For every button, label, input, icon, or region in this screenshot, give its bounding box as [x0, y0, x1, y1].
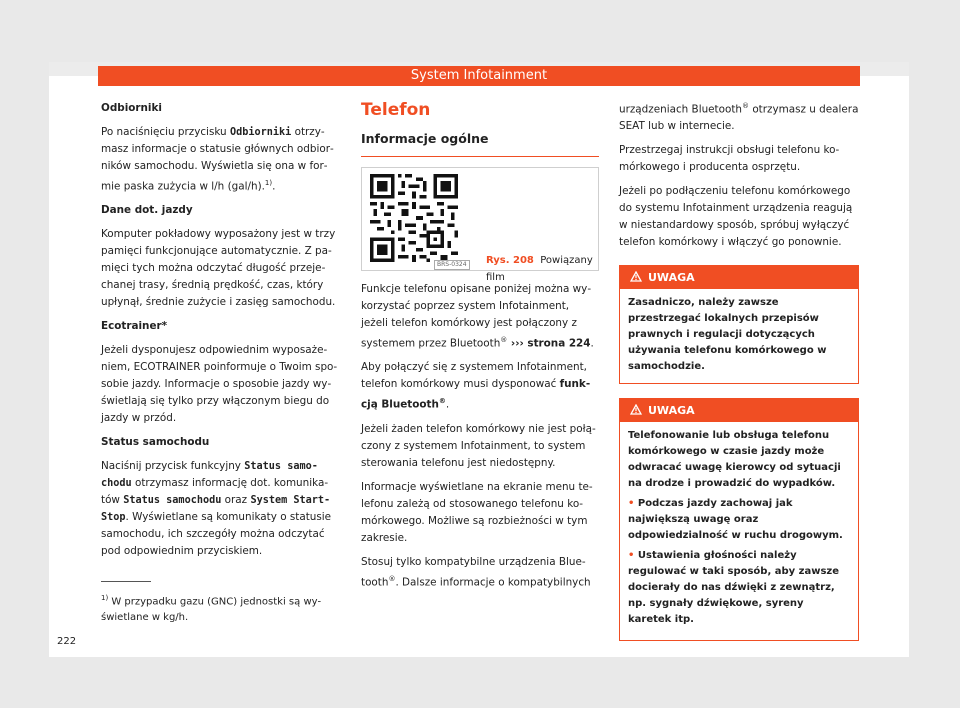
footnote-ref[interactable]: 1): [264, 179, 273, 187]
troubleshoot-text: Jeżeli po podłączeniu telefonu komórkowego do systemu Infotainment urządzenia reagują w niestandardowy sposób, spróbuj wyłączyć telefon komórkowy i włączyć go ponownie.: [619, 185, 853, 249]
vehicle-status-text: Naciśnij przycisk funkcyjny Status samochodu otrzymasz informację dot. komunikatów Status samochodu oraz System Start-Stop. Wyświetlane są komunikaty o statusie samochodu, ich szczegóły można odczytać pod odpowiednim przyciskiem.: [101, 460, 332, 558]
page-number: 222: [57, 636, 77, 647]
warning-body-1: Zasadniczo, należy zawsze przestrzegać lokalnych przepisów prawnych i regulacji dotyczących używania telefonu komórkowego w samochodzie.: [628, 297, 827, 373]
dealer-info-text: urządzeniach Bluetooth® otrzymasz u dealera SEAT lub w internecie.: [619, 102, 859, 133]
warning-body-2: [620, 422, 858, 640]
menu-info-text: Informacje wyświetlane na ekranie menu telefonu zależą od stosowanego telefonu komórkowego. Możliwe są rozbieżności w tym zakresie.: [361, 480, 593, 544]
chapter-title: Telefon: [361, 100, 431, 120]
section-title-trip-data: Dane dot. jazdy: [101, 204, 193, 217]
figure-208: [361, 167, 599, 283]
manufacturer-instructions-text: Przestrzegaj instrukcji obsługi telefonu komórkowego i producenta osprzętu.: [619, 144, 840, 174]
qr-code[interactable]: [370, 174, 458, 262]
ecotrainer-text: Jeżeli dysponujesz odpowiednim wyposażeniem, ECOTRAINER poinformuje o Twoim sposobie jazdy. Informacje o sposobie jazdy wyświetlają się tylko przy włączonym biegu do jazdy w przód.: [101, 344, 338, 425]
section-subtitle: Informacje ogólne: [361, 130, 599, 157]
left-column: [101, 98, 339, 567]
compatible-devices-text: Stosuj tylko kompatybilne urządzenia Bluetooth®. Dalsze informacje o kompatybilnych: [361, 555, 591, 589]
warning-2-bullet-1: • Podczas jazdy zachowaj jak największą uwagę oraz odpowiedzialność w ruchu drogowym.: [628, 498, 843, 542]
page-header: System Infotainment: [98, 66, 860, 86]
right-column: [619, 98, 859, 655]
receivers-key: Odbiorniki: [229, 127, 292, 138]
warning-header-1: UWAGA: [620, 266, 858, 289]
trip-data-text: Komputer pokładowy wyposażony jest w trzy pamięci funkcjonujące automatycznie. Z pamięci tych można odczytać długość przejechanej trasy, średnią prędkość, czas, który upłynął, średnie zużycie i zasięg samochodu.: [101, 228, 336, 309]
section-title-ecotrainer: Ecotrainer*: [101, 320, 168, 333]
warning-triangle-icon: [630, 404, 642, 415]
warning-box-1: [619, 265, 859, 384]
phone-intro-text: Funkcje telefonu opisane poniżej można wykorzystać poprzez system Infotainment, jeżeli telefon komórkowy jest połączony z systemem przez Bluetooth® ››› strona 224.: [361, 283, 594, 350]
warning-2-bullet-2: • Ustawienia głośności należy regulować w taki sposób, aby zawsze docierały do nas dźwięki z zewnątrz, np. sygnały dźwiękowe, syreny karetek itp.: [628, 550, 840, 626]
warning-triangle-icon: [630, 271, 642, 282]
figure-id: BRS-0324: [434, 260, 470, 270]
page-reference-link[interactable]: ››› strona 224: [507, 337, 591, 350]
figure-caption: Rys. 208 Powiązany film: [486, 255, 593, 283]
bluetooth-requirement-text: Aby połączyć się z systemem Infotainment, telefon komórkowy musi dysponować funkcją Bluetooth®.: [361, 361, 591, 411]
warning-box-2: [619, 398, 859, 641]
warning-2-text: Telefonowanie lub obsługa telefonu komórkowego w czasie jazdy może odwracać uwagę kierowcy od sytuacji na drodze i prowadzić do wypadków.: [628, 430, 841, 490]
receivers-text: Po naciśnięciu przycisku Odbiorniki otrzymasz informacje o statusie głównych odbiorników samochodu. Wyświetla się ona w formie paska zużycia w l/h (gal/h).$^{1)}$.: [101, 126, 334, 193]
warning-header-2: UWAGA: [620, 399, 858, 422]
section-title-receivers: Odbiorniki: [101, 102, 162, 114]
footnote-divider: [101, 581, 151, 582]
footnote: $^{1)}$ W przypadku gazu (GNC) jednostki są wyświetlane w kg/h.: [101, 594, 322, 624]
no-phone-text: Jeżeli żaden telefon komórkowy nie jest połączony z systemem Infotainment, to system sterowania telefonu jest niedostępny.: [361, 422, 596, 469]
vehicle-status-key: Status samochodu: [101, 461, 318, 490]
section-title-vehicle-status: Status samochodu: [101, 436, 210, 449]
middle-column: [361, 98, 599, 598]
